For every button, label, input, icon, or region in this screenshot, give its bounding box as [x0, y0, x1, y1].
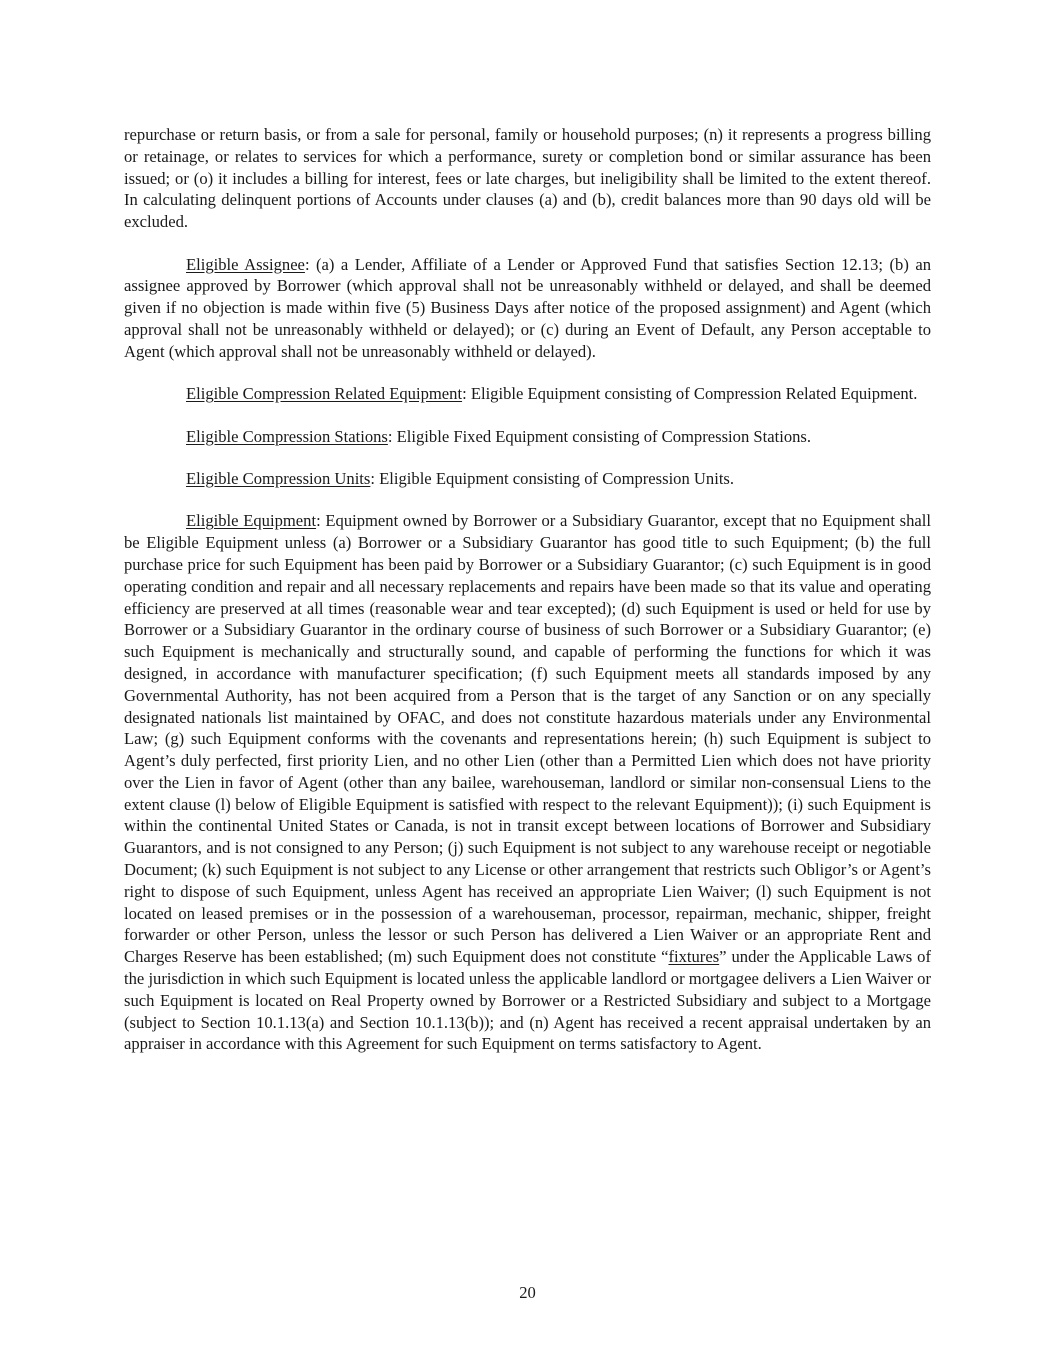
paragraph-eligible-compression-stations	[124, 426, 931, 448]
defined-term-eligible-compression-related-equipment: Eligible Compression Related Equipment	[186, 384, 463, 404]
document-page	[124, 124, 931, 1076]
paragraph-eligible-equipment	[124, 510, 931, 1055]
paragraph-eligible-compression-units	[124, 468, 931, 490]
definition-text: : Eligible Equipment consisting of Compression Related Equipment.	[462, 384, 918, 404]
defined-term-eligible-assignee: Eligible Assignee	[186, 254, 305, 274]
page-number: 20	[519, 1283, 536, 1302]
defined-term-eligible-compression-stations: Eligible Compression Stations	[186, 426, 388, 446]
definition-text-continued: ” under the Applicable Laws of the jurisdiction in which such Equipment is located unless the applicable landlord or mortgagee delivers a Lien Waiver or such Equipment is located on Real Property owned by Borrower or a Restricted Subsidiary and subject to a Mortgage (subject to Section 10.1.13(a) and Section 10.1.13(b)); and (n) Agent has received a recent appraisal undertaken by an appraiser in accordance with this Agreement for such Equipment on terms satisfactory to Agent.	[124, 947, 931, 1054]
defined-term-eligible-equipment: Eligible Equipment	[186, 511, 317, 531]
paragraph-eligible-compression-related-equipment	[124, 383, 931, 405]
definition-text: : Equipment owned by Borrower or a Subsidiary Guarantor, except that no Equipment shall be Eligible Equipment unless (a) Borrower or a Subsidiary Guarantor has good title to such Equipment; (b) the full purchase price for such Equipment has been paid by Borrower or a Subsidiary Guarantor; (c) such Equipment is in good operating condition and repair and all necessary replacements and repairs have been made so that its value and operating efficiency are preserved at all times (reasonable wear and tear excepted); (d) such Equipment is used or held for use by Borrower or a Subsidiary Guarantor in the ordinary course of business of such Borrower or a Subsidiary Guarantor; (e) such Equipment is mechanically and structurally sound, and capable of performing the functions for which it was designed, in accordance with manufacturer specification; (f) such Equipment meets all standards imposed by any Governmental Authority, has not been acquired from a Person that is the target of any Sanction or on any specially designated nationals list maintained by OFAC, and does not constitute hazardous materials under any Environmental Law; (g) such Equipment conforms with the covenants and representations herein; (h) such Equipment is subject to Agent’s duly perfected, first priority Lien, and no other Lien (other than a Permitted Lien which does not have priority over the Lien in favor of Agent (other than any bailee, warehouseman, landlord or similar non-consensual Liens to the extent clause (l) below of Eligible Equipment is satisfied with respect to the relevant Equipment)); (i) such Equipment is within the continental United States or Canada, is not in transit except between locations of Borrower and Subsidiary Guarantors, and is not consigned to any Person; (j) such Equipment is not subject to any warehouse receipt or negotiable Document; (k) such Equipment is not subject to any License or other arrangement that restricts such Obligor’s or Agent’s right to dispose of such Equipment, unless Agent has received an appropriate Lien Waiver; (l) such Equipment is not located on leased premises or in the possession of a warehouseman, processor, repairman, mechanic, shipper, freight forwarder or other Person, unless the lessor or such Person has delivered a Lien Waiver or an appropriate Rent and Charges Reserve has been established; (m) such Equipment does not constitute “	[124, 511, 931, 967]
definition-text: : (a) a Lender, Affiliate of a Lender or Approved Fund that satisfies Section 12.13; (b) an assignee approved by Borrower (which approval shall not be unreasonably withheld or delayed, and shall be deemed given if no objection is made within five (5) Business Days after notice of the proposed assignment) and Agent (which approval shall not be unreasonably withheld or delayed); or (c) during an Event of Default, any Person acceptable to Agent (which approval shall not be unreasonably withheld or delayed).	[124, 254, 932, 361]
paragraph-text: repurchase or return basis, or from a sale for personal, family or household purposes; (n) it represents a progress billing or retainage, or relates to services for which a performance, surety or completion bond or similar assurance has been issued; or (o) it includes a billing for interest, fees or late charges, but ineligibility shall be limited to the extent thereof. In calculating delinquent portions of Accounts under clauses (a) and (b), credit balances more than 90 days old will be excluded.	[124, 125, 931, 232]
definition-text: : Eligible Fixed Equipment consisting of Compression Stations.	[387, 426, 812, 446]
definition-text: : Eligible Equipment consisting of Compression Units.	[370, 468, 735, 488]
paragraph-eligible-assignee	[124, 254, 931, 363]
inline-term-fixtures: fixtures	[668, 947, 720, 967]
defined-term-eligible-compression-units: Eligible Compression Units	[186, 468, 371, 488]
paragraph-accounts-continuation	[124, 124, 931, 233]
